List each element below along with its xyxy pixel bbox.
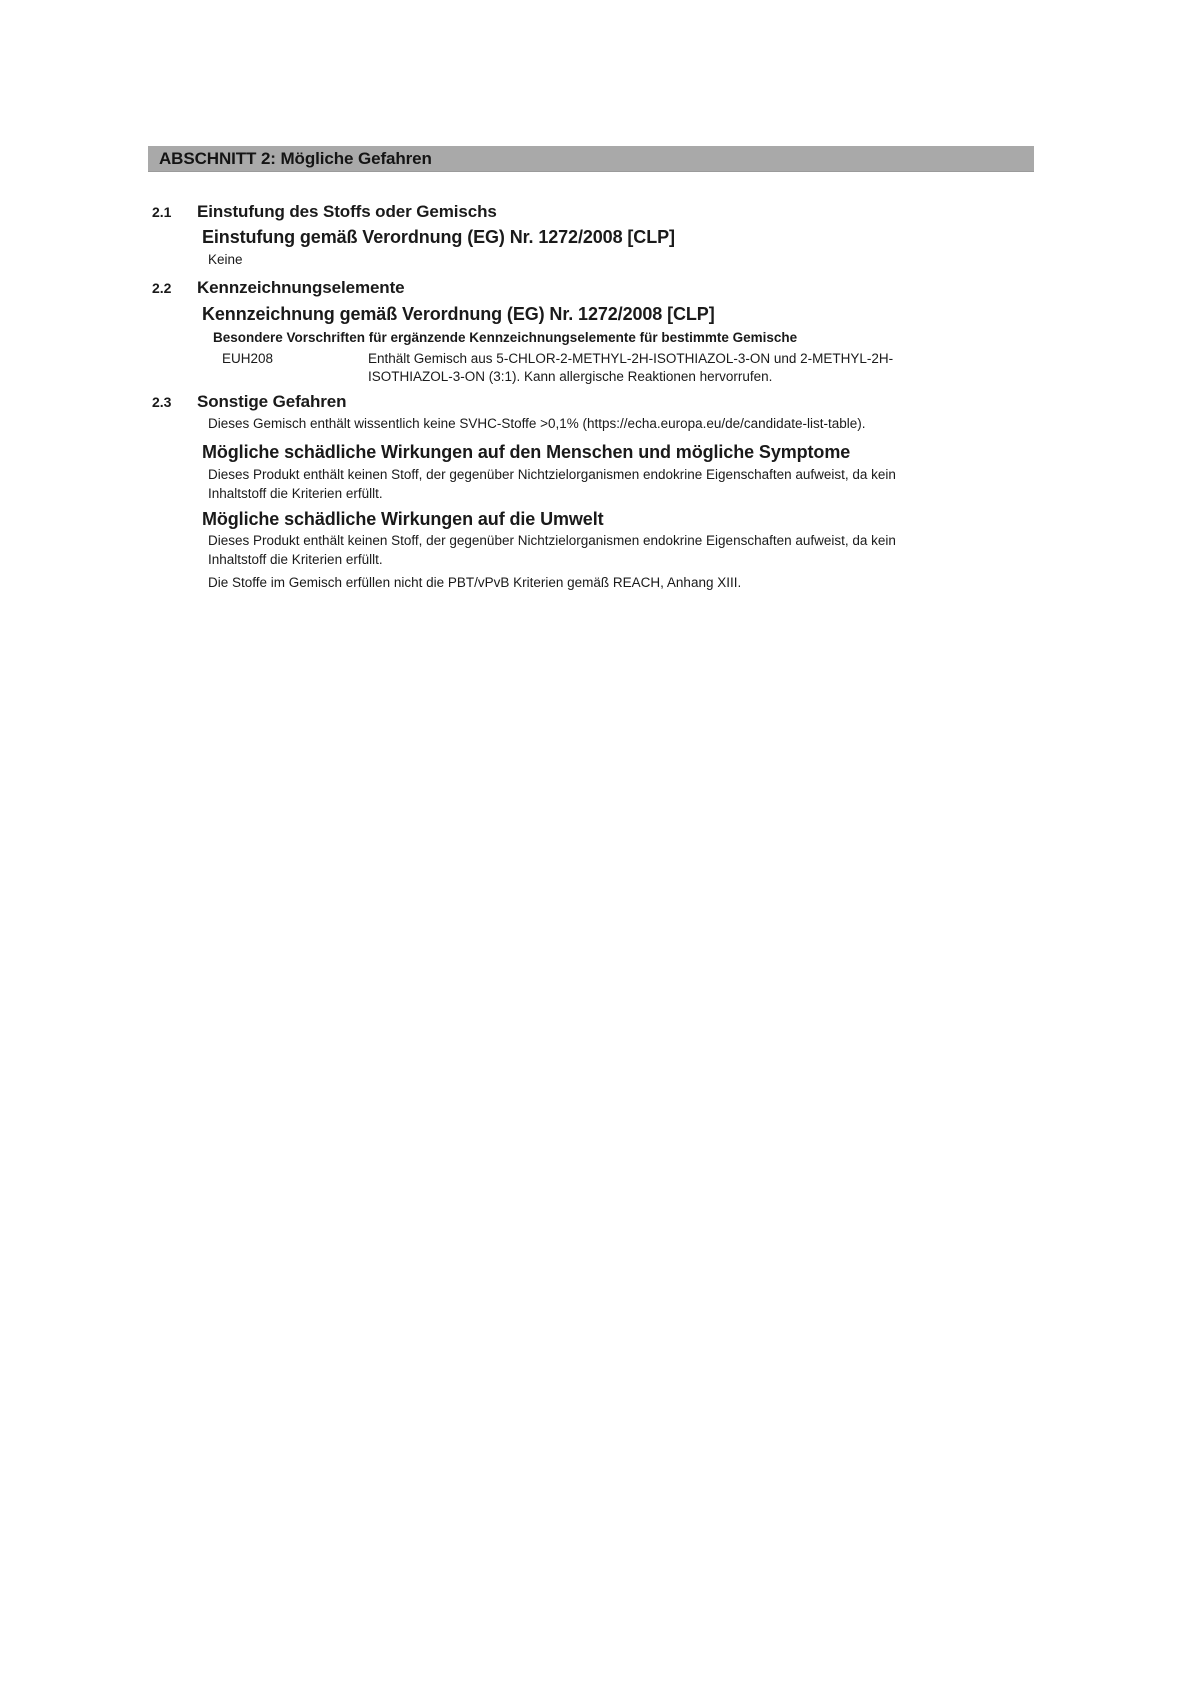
environment-effects-text: Dieses Produkt enthält keinen Stoff, der gegenüber Nichtzielorganismen endokrine Eigenschaften aufweist, da kein Inhaltstoff die Kriterien erfüllt. [208,533,896,567]
euh-code: EUH208 [222,351,274,366]
section-2-2-heading [152,276,1052,300]
euh-statement-text: Enthält Gemisch aus 5-CHLOR-2-METHYL-2H-ISOTHIAZOL-3-ON und 2-METHYL-2H-ISOTHIAZOL-3-ON (3:1). Kann allergische Reaktionen hervorrufen. [368,351,894,384]
section-header-bar: ABSCHNITT 2: Mögliche Gefahren [148,146,1034,172]
section-title: Kennzeichnungselemente [197,278,405,297]
labelling-clp-heading: Kennzeichnung gemäß Verordnung (EG) Nr. 1272/2008 [CLP] [202,304,715,324]
section-2-3-heading [152,390,1052,414]
section-2-1-heading [152,200,1052,224]
special-provisions-heading: Besondere Vorschriften für ergänzende Kennzeichnungselemente für bestimmte Gemische [213,330,798,345]
section-content [152,200,1052,592]
classification-value: Keine [208,252,243,267]
section-number: 2.1 [152,204,172,220]
section-title: Einstufung des Stoffs oder Gemischs [197,202,497,221]
euh-statement-row [222,350,1052,386]
classification-clp-heading: Einstufung gemäß Verordnung (EG) Nr. 1272/2008 [CLP] [202,227,675,247]
human-effects-heading: Mögliche schädliche Wirkungen auf den Menschen und mögliche Symptome [202,442,851,462]
section-number: 2.3 [152,394,172,410]
svhc-note: Dieses Gemisch enthält wissentlich keine SVHC-Stoffe >0,1% (https://echa.europa.eu/de/candidate-list-table). [208,416,866,431]
section-number: 2.2 [152,280,172,296]
environment-effects-heading: Mögliche schädliche Wirkungen auf die Umwelt [202,509,604,529]
human-effects-text: Dieses Produkt enthält keinen Stoff, der gegenüber Nichtzielorganismen endokrine Eigenschaften aufweist, da kein Inhaltstoff die Kriterien erfüllt. [208,467,896,501]
pbt-note: Die Stoffe im Gemisch erfüllen nicht die PBT/vPvB Kriterien gemäß REACH, Anhang XIII. [208,575,742,590]
section-title: Sonstige Gefahren [197,392,347,411]
